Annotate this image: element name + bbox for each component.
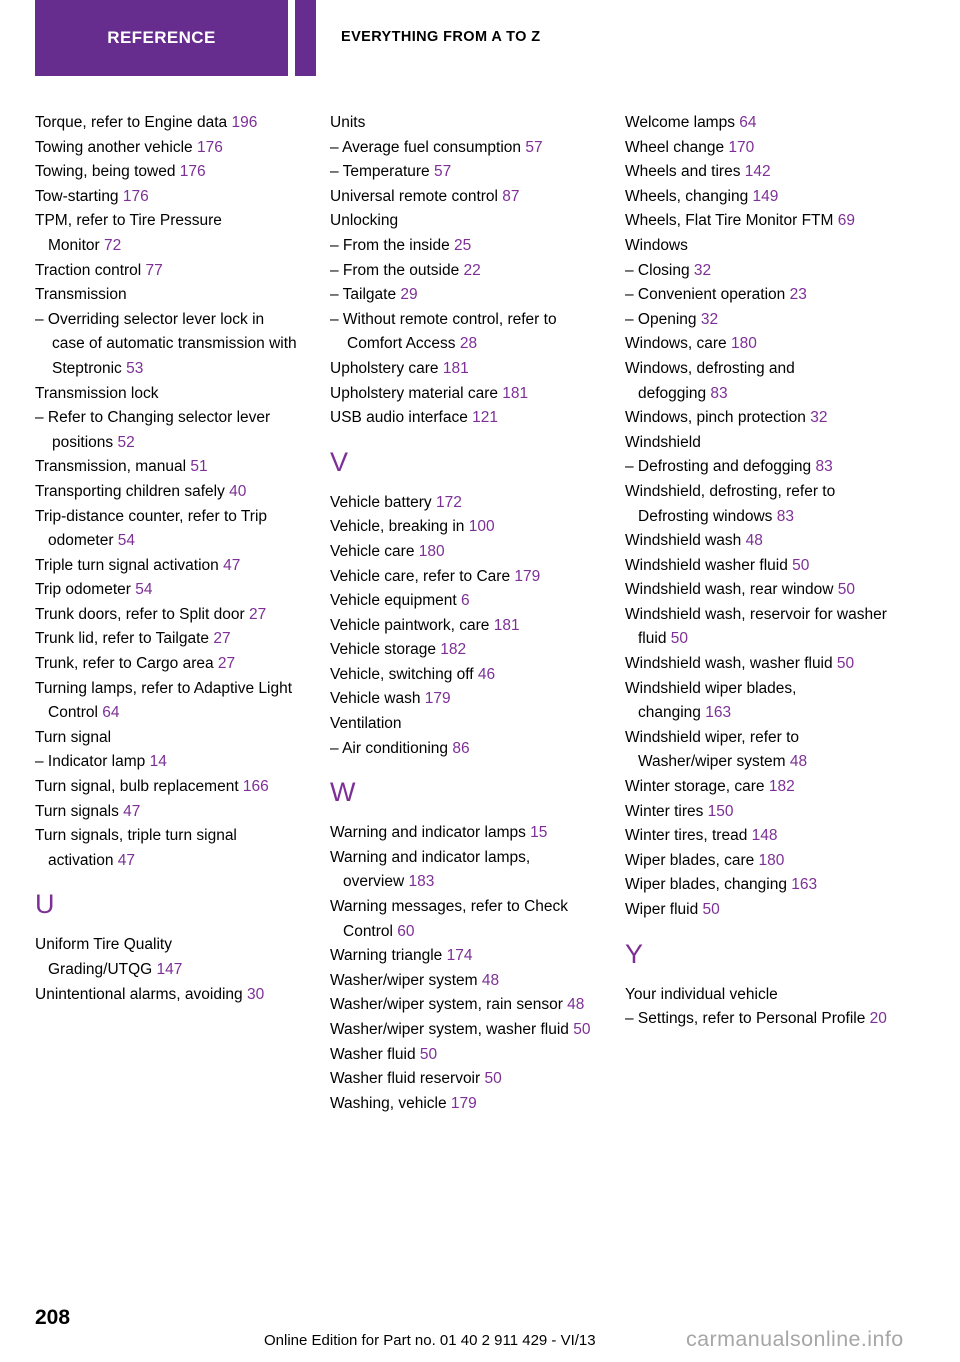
entry-text: – Without remote control, refer to Comfort Access	[330, 310, 557, 353]
entry-text: Washer/wiper system, rain sensor	[330, 996, 563, 1014]
entry-text: Unlocking	[330, 212, 399, 230]
index-entry	[625, 677, 888, 726]
entry-text: – Air conditioning	[330, 739, 449, 757]
page-reference: 170	[724, 138, 755, 156]
index-entry	[625, 431, 888, 456]
index-entry	[35, 505, 298, 554]
index-entry	[35, 824, 298, 873]
index-entry	[625, 209, 888, 234]
page-reference: 47	[113, 851, 136, 869]
entry-text: Trunk doors, refer to Split door	[35, 605, 245, 623]
entry-text: – Closing	[625, 261, 690, 279]
entry-text: – Settings, refer to Personal Profile	[625, 1010, 866, 1028]
entry-text: Turning lamps, refer to Adaptive Light Control	[35, 679, 293, 722]
index-entry	[330, 712, 593, 737]
entry-text: Windshield wash	[625, 532, 742, 550]
index-entry	[330, 663, 593, 688]
entry-text: Wiper fluid	[625, 901, 699, 918]
page-reference: 50	[832, 655, 855, 673]
entry-text: Transmission lock	[35, 384, 159, 402]
index-entry	[625, 554, 888, 579]
page-reference: 60	[392, 922, 415, 940]
entry-text: Triple turn signal activation	[35, 556, 219, 574]
chapter-tab	[35, 0, 288, 76]
index-entry	[625, 529, 888, 554]
index-entry	[330, 357, 593, 382]
index-entry	[330, 687, 593, 712]
index-entry	[330, 589, 593, 614]
index-entry	[35, 677, 298, 726]
page-reference: 29	[396, 286, 418, 304]
index-entry	[625, 136, 888, 161]
entry-text: Traction control	[35, 261, 142, 279]
page-reference: 174	[442, 947, 473, 965]
entry-text: Vehicle care	[330, 542, 415, 560]
page-reference: 28	[455, 335, 478, 353]
section-letter: Y	[625, 938, 644, 969]
index-entry	[625, 406, 888, 431]
index-entry	[35, 136, 298, 161]
entry-text: Windows	[625, 236, 688, 254]
page-reference: 25	[449, 236, 472, 254]
entry-text: Windshield wash, washer fluid	[625, 655, 833, 673]
entry-text: Ventilation	[330, 715, 402, 733]
page-reference: 163	[700, 704, 732, 722]
page-reference: 27	[244, 605, 267, 623]
index-subentry	[625, 308, 888, 333]
entry-text: Windows, care	[625, 335, 727, 353]
index-entry	[330, 185, 593, 210]
page-reference: 86	[448, 739, 470, 757]
entry-text: – Opening	[625, 310, 697, 328]
entry-text: Washer/wiper system	[330, 971, 478, 989]
page-reference: 121	[467, 409, 499, 427]
entry-text: Towing another vehicle	[35, 138, 193, 156]
entry-text: Warning messages, refer to Check Control	[330, 898, 569, 940]
entry-text: Winter storage, care	[625, 778, 765, 796]
entry-text: Wheels, changing	[625, 187, 749, 205]
entry-text: – Indicator lamp	[35, 753, 146, 771]
entry-text: Trip odometer	[35, 581, 131, 599]
index-entry	[625, 234, 888, 259]
entry-text: Windshield wash, rear window	[625, 581, 834, 599]
entry-text: Windshield	[625, 433, 701, 451]
page-reference: 181	[497, 384, 529, 402]
index-entry	[625, 480, 888, 529]
index-entry	[35, 111, 298, 136]
entry-text: Washing, vehicle	[330, 1094, 447, 1112]
index-entry	[35, 185, 298, 210]
index-subentry	[330, 234, 593, 259]
entry-text: Torque, refer to Engine data	[35, 114, 228, 131]
watermark: carmanualsonline.info	[686, 1327, 904, 1351]
index-entry	[330, 1067, 593, 1092]
page-reference: 180	[754, 851, 785, 869]
entry-text: Vehicle care, refer to Care	[330, 567, 511, 585]
page-reference: 182	[436, 641, 467, 659]
entry-text: TPM, refer to Tire Pressure Monitor	[35, 212, 222, 254]
index-entry	[330, 111, 593, 136]
index-entry	[330, 209, 593, 234]
index-entry	[330, 895, 593, 944]
page-reference: 181	[489, 616, 520, 634]
index-entry	[330, 406, 593, 431]
entry-text: – Average fuel consumption	[330, 138, 522, 156]
index-subentry	[625, 259, 888, 284]
page-reference: 47	[218, 556, 241, 574]
index-entry	[625, 800, 888, 825]
index-entry	[330, 515, 593, 540]
entry-text: – From the outside	[330, 261, 460, 279]
section-letter: U	[35, 889, 55, 920]
index-entry	[330, 969, 593, 994]
index-entry	[625, 185, 888, 210]
page-reference: 176	[175, 163, 206, 181]
page-reference: 47	[118, 802, 141, 820]
page-reference: 183	[404, 873, 435, 891]
index-entry	[625, 652, 888, 677]
page-reference: 150	[703, 802, 734, 820]
index-entry	[330, 846, 593, 895]
entry-text: Warning triangle	[330, 947, 443, 965]
entry-text: – From the inside	[330, 236, 450, 254]
entry-text: Windshield wiper, refer to Washer/wiper system	[625, 728, 800, 771]
page-reference: 69	[833, 212, 855, 230]
entry-text: USB audio interface	[330, 409, 468, 427]
page-reference: 40	[224, 482, 247, 500]
page-reference: 179	[420, 690, 451, 708]
page-reference: 176	[118, 187, 149, 205]
page-reference: 50	[480, 1070, 502, 1088]
page-reference: 48	[785, 753, 808, 771]
entry-text: Upholstery material care	[330, 384, 498, 402]
page-reference: 180	[726, 335, 757, 353]
index-entry	[625, 357, 888, 406]
index-subentry	[625, 455, 888, 480]
index-column	[330, 111, 593, 1116]
index-entry	[35, 652, 298, 677]
page-reference: 83	[811, 458, 833, 476]
entry-text: Windshield, defrosting, refer to Defrosting windows	[625, 482, 836, 525]
index-entry	[625, 898, 888, 923]
index-entry	[35, 726, 298, 751]
page-reference: 52	[113, 433, 135, 451]
index-entry	[330, 565, 593, 590]
page-reference: 6	[456, 592, 470, 610]
entry-text: Turn signal	[35, 728, 112, 746]
page-reference: 83	[706, 384, 728, 402]
index-entry	[330, 1092, 593, 1117]
index-entry	[35, 983, 298, 1008]
page-reference: 15	[525, 824, 548, 842]
page-reference: 20	[865, 1010, 887, 1028]
index-subentry	[330, 259, 593, 284]
index-entry	[330, 1018, 593, 1043]
index-entry	[35, 283, 298, 308]
entry-text: Units	[330, 114, 366, 131]
page-reference: 14	[145, 753, 167, 771]
page-reference: 149	[748, 187, 779, 205]
page-reference: 27	[213, 655, 236, 673]
index-columns	[35, 111, 888, 1116]
section-letter: V	[330, 446, 349, 477]
index-subentry	[35, 308, 298, 382]
page-reference: 176	[192, 138, 223, 156]
page-reference: 196	[227, 114, 258, 131]
page-reference: 100	[464, 518, 495, 536]
index-entry	[625, 775, 888, 800]
page-reference: 64	[734, 114, 757, 131]
page-reference: 50	[698, 901, 720, 918]
index-entry	[35, 160, 298, 185]
page-reference: 179	[446, 1094, 477, 1112]
page-reference: 50	[415, 1045, 438, 1063]
index-entry	[625, 111, 888, 136]
index-entry	[330, 540, 593, 565]
index-entry	[625, 332, 888, 357]
index-column	[625, 111, 888, 1116]
index-entry	[35, 933, 298, 982]
entry-text: Winter tires, tread	[625, 827, 748, 845]
page-reference: 57	[521, 138, 543, 156]
entry-text: Wiper blades, care	[625, 851, 755, 869]
index-entry	[35, 578, 298, 603]
entry-text: Wheels and tires	[625, 163, 741, 181]
edition-note: Online Edition for Part no. 01 40 2 911 429 - VI/13	[264, 1332, 596, 1349]
entry-text: – Convenient operation	[625, 286, 786, 304]
page-reference: 72	[99, 236, 122, 254]
index-entry	[625, 824, 888, 849]
entry-text: Towing, being towed	[35, 163, 176, 181]
entry-text: Uniform Tire Quality Grading/UTQG	[35, 936, 172, 978]
page-title: EVERYTHING FROM A TO Z	[341, 29, 541, 45]
entry-text: Vehicle equipment	[330, 592, 457, 610]
page-reference: 32	[805, 409, 828, 427]
entry-text: Vehicle wash	[330, 690, 421, 708]
page-reference: 163	[787, 876, 818, 894]
page-reference: 32	[689, 261, 712, 279]
index-column	[35, 111, 298, 1116]
entry-text: Warning and indicator lamps, overview	[330, 848, 531, 891]
page-reference: 50	[833, 581, 856, 599]
page-reference: 182	[764, 778, 795, 796]
entry-text: Trunk, refer to Cargo area	[35, 655, 214, 673]
index-subentry	[625, 1007, 888, 1032]
index-entry	[625, 578, 888, 603]
entry-text: Turn signals, triple turn signal activation	[35, 827, 237, 869]
index-entry	[35, 259, 298, 284]
entry-text: Turn signal, bulb replacement	[35, 778, 239, 796]
index-entry	[330, 491, 593, 516]
page-reference: 179	[510, 567, 541, 585]
entry-text: Wheel change	[625, 138, 725, 156]
page-reference: 30	[242, 985, 265, 1003]
page-reference: 166	[238, 778, 269, 796]
index-entry	[35, 209, 298, 258]
page-reference: 57	[429, 163, 452, 181]
index-entry	[35, 627, 298, 652]
entry-text: Trip-distance counter, refer to Trip odometer	[35, 507, 268, 550]
page-reference: 83	[772, 507, 794, 525]
page-reference: 23	[785, 286, 807, 304]
index-entry	[35, 554, 298, 579]
index-subentry	[330, 160, 593, 185]
entry-text: Wheels, Flat Tire Monitor FTM	[625, 212, 834, 230]
index-subentry	[330, 737, 593, 762]
page-reference: 53	[121, 359, 144, 377]
index-entry	[35, 800, 298, 825]
index-entry	[625, 849, 888, 874]
page-reference: 142	[740, 163, 771, 181]
entry-text: Transporting children safely	[35, 482, 225, 500]
index-subentry	[330, 308, 593, 357]
page-reference: 32	[696, 310, 719, 328]
page-reference: 27	[209, 630, 231, 648]
page-reference: 77	[141, 261, 163, 279]
entry-text: – Defrosting and defogging	[625, 458, 812, 476]
entry-text: Warning and indicator lamps	[330, 824, 526, 842]
page-reference: 48	[477, 971, 500, 989]
section-letter: W	[330, 777, 356, 808]
page-reference: 48	[741, 532, 763, 550]
page-reference: 64	[97, 704, 120, 722]
entry-text: – Refer to Changing selector lever positions	[35, 409, 271, 451]
entry-text: Windows, defrosting and defogging	[625, 359, 795, 402]
index-entry	[625, 983, 888, 1008]
page-number: 208	[35, 1306, 71, 1329]
index-entry	[625, 603, 888, 652]
page-reference: 51	[186, 458, 208, 476]
entry-text: Washer fluid reservoir	[330, 1070, 481, 1088]
entry-text: Windshield wash, reservoir for washer fluid	[625, 605, 887, 648]
page-reference: 87	[497, 187, 520, 205]
entry-text: Your individual vehicle	[625, 985, 778, 1003]
page-reference: 50	[787, 556, 810, 574]
page-reference: 46	[473, 665, 496, 683]
index-entry	[625, 873, 888, 898]
index-subentry	[35, 750, 298, 775]
page-reference: 54	[130, 581, 153, 599]
index-entry	[35, 455, 298, 480]
entry-text: Tow-starting	[35, 187, 119, 205]
entry-text: Transmission	[35, 286, 127, 304]
entry-text: Welcome lamps	[625, 114, 735, 131]
index-entry	[625, 160, 888, 185]
entry-text: Transmission, manual	[35, 458, 187, 476]
entry-text: – Temperature	[330, 163, 430, 181]
entry-text: Turn signals	[35, 802, 119, 820]
index-entry	[330, 1043, 593, 1068]
index-entry	[35, 480, 298, 505]
entry-text: – Tailgate	[330, 286, 397, 304]
page-reference: 50	[568, 1021, 591, 1038]
entry-text: Vehicle paintwork, care	[330, 616, 490, 634]
index-entry	[330, 382, 593, 407]
entry-text: – Overriding selector lever lock in case of automatic transmission with Steptronic	[35, 310, 297, 377]
entry-text: Vehicle, breaking in	[330, 518, 465, 536]
index-entry	[330, 638, 593, 663]
entry-text: Vehicle battery	[330, 493, 432, 511]
index-entry	[330, 821, 593, 846]
page-reference: 147	[152, 961, 183, 978]
chapter-tab-strip	[295, 0, 316, 76]
page-reference: 180	[414, 542, 445, 560]
page-reference: 148	[747, 827, 778, 845]
entry-text: Windshield wiper blades, changing	[625, 679, 797, 722]
page-reference: 48	[562, 996, 585, 1014]
chapter-tab-label: REFERENCE	[107, 28, 216, 47]
index-subentry	[330, 136, 593, 161]
entry-text: Windows, pinch protection	[625, 409, 806, 427]
index-entry	[330, 993, 593, 1018]
page-reference: 54	[113, 532, 136, 550]
index-subentry	[35, 406, 298, 455]
page-reference: 50	[666, 630, 688, 648]
index-entry	[35, 775, 298, 800]
page-reference: 181	[438, 359, 469, 377]
index-entry	[35, 382, 298, 407]
entry-text: Washer fluid	[330, 1045, 416, 1063]
entry-text: Upholstery care	[330, 359, 439, 377]
entry-text: Trunk lid, refer to Tailgate	[35, 630, 210, 648]
index-entry	[625, 726, 888, 775]
page-reference: 172	[431, 493, 462, 511]
entry-text: Washer/wiper system, washer fluid	[330, 1021, 569, 1038]
entry-text: Vehicle storage	[330, 641, 436, 659]
entry-text: Windshield washer fluid	[625, 556, 788, 574]
index-subentry	[330, 283, 593, 308]
entry-text: Unintentional alarms, avoiding	[35, 985, 243, 1003]
entry-text: Wiper blades, changing	[625, 876, 787, 894]
page-reference: 22	[459, 261, 481, 279]
entry-text: Vehicle, switching off	[330, 665, 474, 683]
index-subentry	[625, 283, 888, 308]
index-entry	[330, 944, 593, 969]
entry-text: Universal remote control	[330, 187, 498, 205]
index-entry	[330, 614, 593, 639]
index-entry	[35, 603, 298, 628]
entry-text: Winter tires	[625, 802, 704, 820]
